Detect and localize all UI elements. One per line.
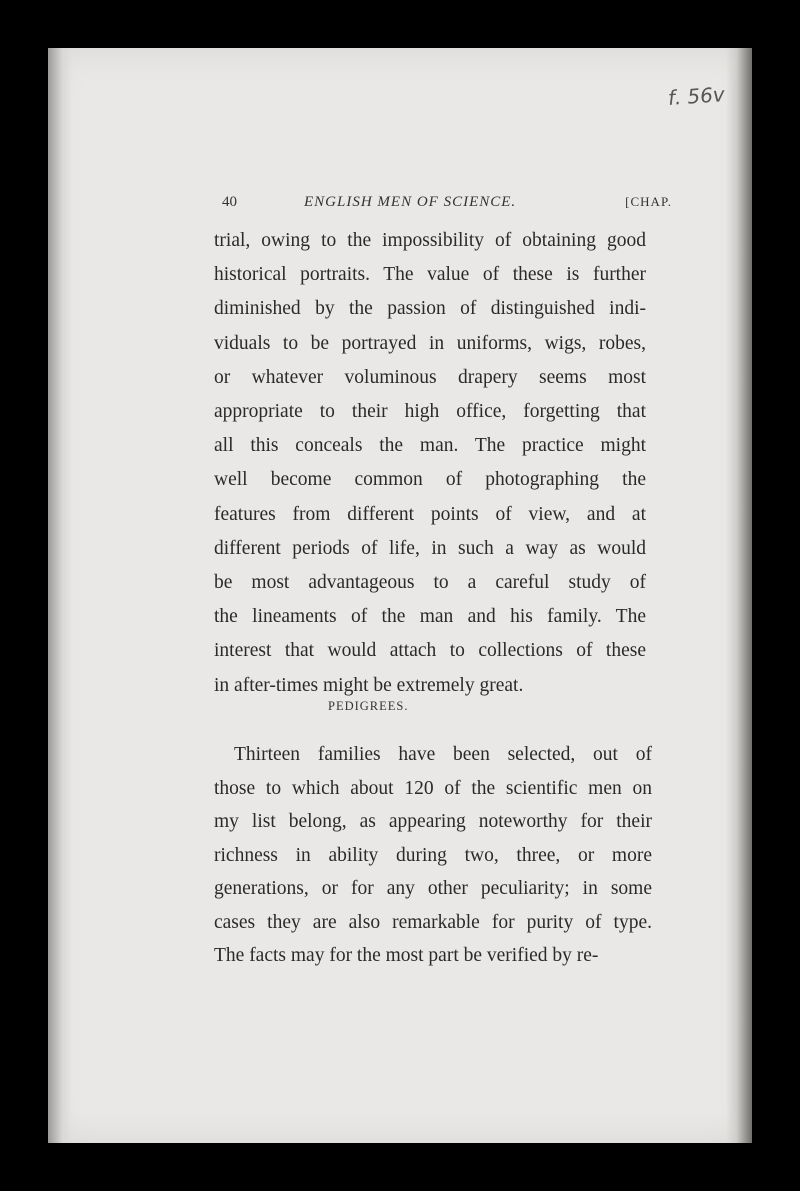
text-line: those to which about 120 of the scientific men on: [214, 777, 652, 799]
paragraph-1: [214, 224, 646, 703]
running-head-chapter: [CHAP.: [625, 194, 672, 209]
text-line: richness in ability during two, three, or more: [214, 844, 652, 866]
text-line: cases they are also remarkable for purity of type.: [214, 911, 652, 933]
section-heading: PEDIGREES.: [328, 699, 409, 713]
text-line: features from different points of view, and at: [214, 503, 646, 525]
text-line: different periods of life, in such a way as would: [214, 537, 646, 559]
running-head: [222, 194, 672, 216]
handwritten-folio-note: f. 56v: [667, 82, 726, 110]
text-line: historical portraits. The value of these is further: [214, 264, 646, 286]
text-line: all this conceals the man. The practice might: [214, 435, 646, 457]
book-page: [48, 48, 752, 1143]
text-line: my list belong, as appearing noteworthy for their: [214, 811, 652, 832]
text-line: diminished by the passion of distinguished indi-: [214, 298, 646, 320]
running-head-title: ENGLISH MEN OF SCIENCE.: [304, 194, 517, 210]
text-line: or whatever voluminous drapery seems most: [214, 366, 646, 388]
text-line: The facts may for the most part be verified by re-: [214, 945, 599, 966]
text-line: interest that would attach to collections of these: [214, 640, 646, 662]
page-number: 40: [222, 194, 237, 210]
text-line: well become common of photographing the: [214, 469, 646, 491]
text-line: be most advantageous to a careful study of: [214, 572, 646, 594]
text-line: in after-times might be extremely great.: [214, 674, 524, 696]
paragraph-2: [214, 738, 652, 973]
text-line: trial, owing to the impossibility of obtaining good: [214, 230, 646, 251]
text-line: generations, or for any other peculiarity; in some: [214, 878, 652, 899]
text-line: viduals to be portrayed in uniforms, wigs, robes,: [214, 332, 646, 354]
text-line: Thirteen families have been selected, out of: [234, 744, 652, 765]
text-line: the lineaments of the man and his family. The: [214, 606, 646, 628]
text-line: appropriate to their high office, forgetting that: [214, 401, 646, 423]
